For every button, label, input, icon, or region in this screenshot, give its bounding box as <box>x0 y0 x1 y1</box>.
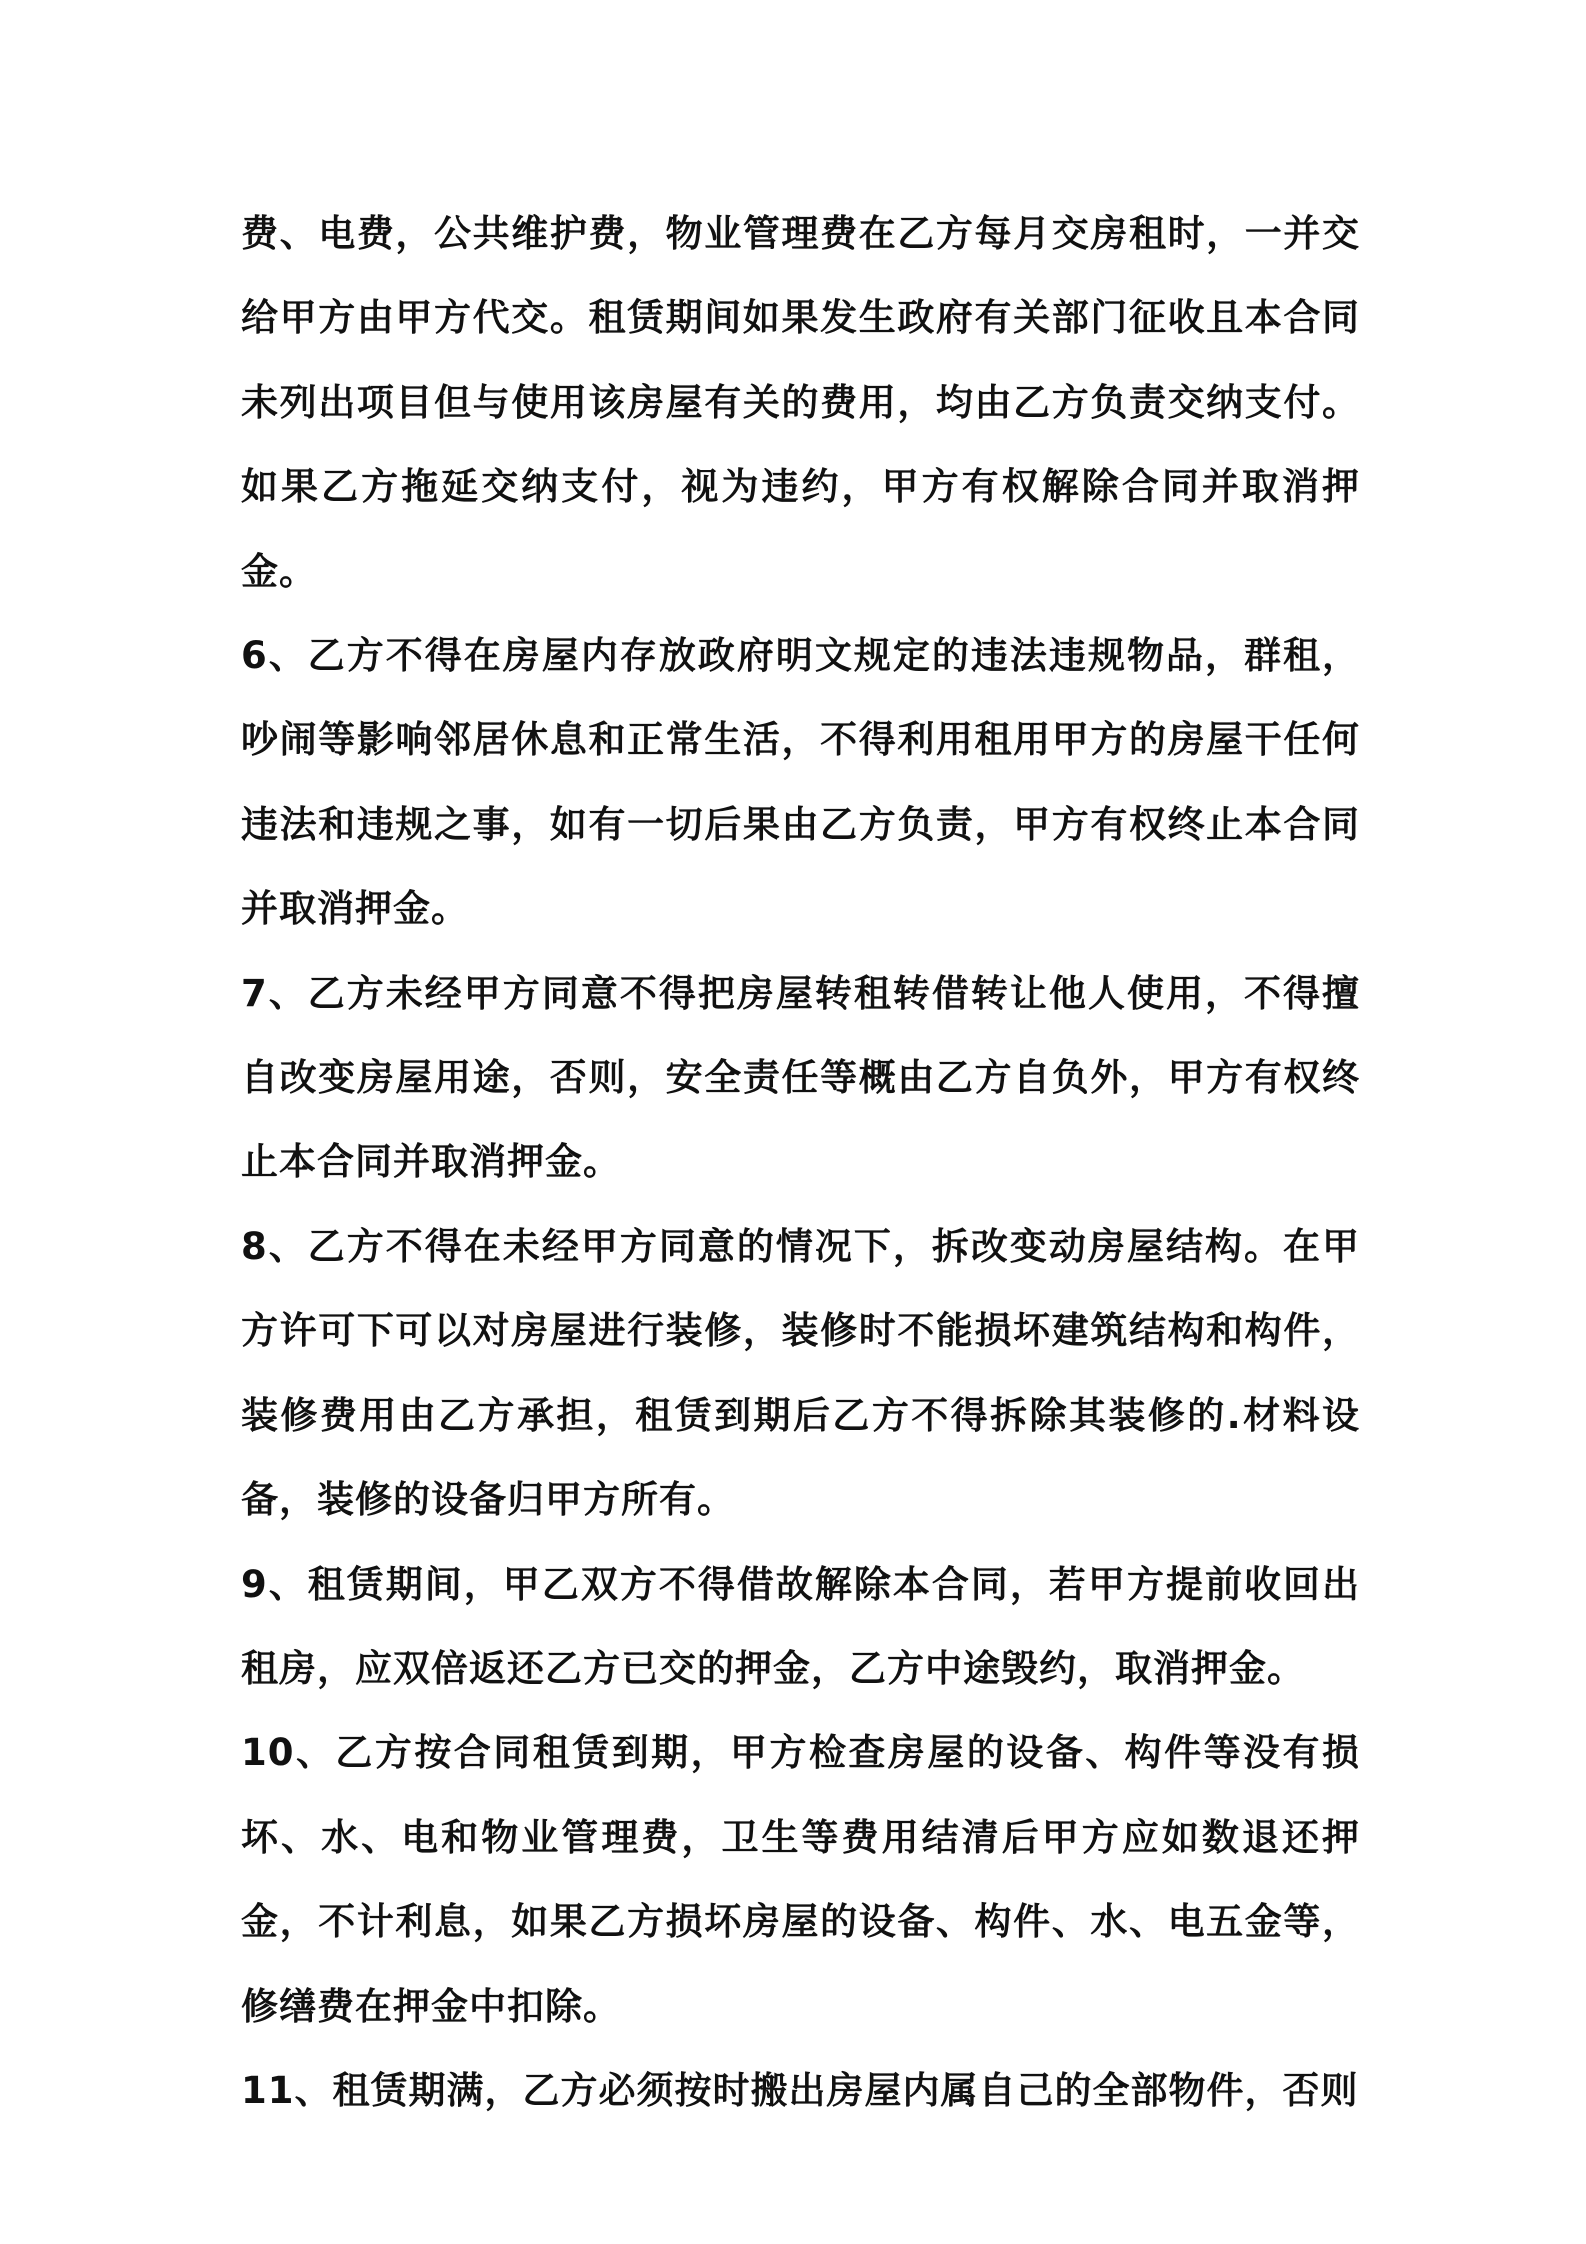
paragraph-fees-continued: 费、电费，公共维护费，物业管理费在乙方每月交房租时，一并交给甲方由甲方代交。租赁期间如果发生政府有关部门征收且本合同未列出项目但与使用该房屋有关的费用，均由乙方负责交纳支付。如果乙方拖延交纳支付，视为违约，甲方有权解除合同并取消押金。 <box>241 212 1360 593</box>
paragraph-clause-6: 6、乙方不得在房屋内存放政府明文规定的违法违规物品，群租，吵闹等影响邻居休息和正常生活，不得利用租用甲方的房屋干任何违法和违规之事，如有一切后果由乙方负责，甲方有权终止本合同并取消押金。 <box>241 634 1360 931</box>
paragraph-clause-10: 10、乙方按合同租赁到期，甲方检查房屋的设备、构件等没有损坏、水、电和物业管理费，卫生等费用结清后甲方应如数退还押金，不计利息，如果乙方损坏房屋的设备、构件、水、电五金等，修缮费在押金中扣除。 <box>241 1731 1360 2028</box>
paragraph-clause-9: 9、租赁期间，甲乙双方不得借故解除本合同，若甲方提前收回出租房，应双倍返还乙方已交的押金，乙方中途毁约，取消押金。 <box>241 1562 1360 1690</box>
paragraph-clause-8: 8、乙方不得在未经甲方同意的情况下，拆改变动房屋结构。在甲方许可下可以对房屋进行装修，装修时不能损坏建筑结构和构件，装修费用由乙方承担，租赁到期后乙方不得拆除其装修的.材料设备，装修的设备归甲方所有。 <box>241 1224 1360 1522</box>
paragraph-clause-7: 7、乙方未经甲方同意不得把房屋转租转借转让他人使用，不得擅自改变房屋用途，否则，安全责任等概由乙方自负外，甲方有权终止本合同并取消押金。 <box>241 971 1360 1184</box>
contract-body <box>241 192 1360 2133</box>
paragraph-clause-11: 11、租赁期满，乙方必须按时搬出房屋内属自己的全部物件，否则 <box>241 2068 1359 2112</box>
